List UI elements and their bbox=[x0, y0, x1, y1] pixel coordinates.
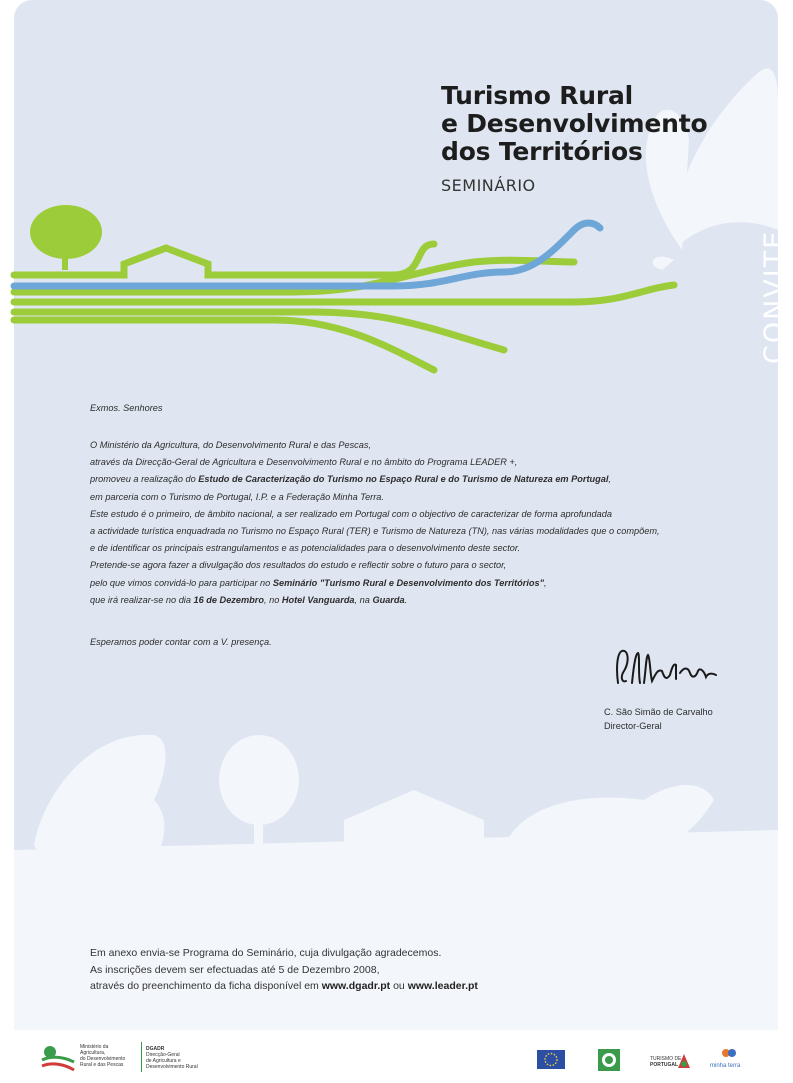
letter-greeting: Exmos. Senhores bbox=[90, 403, 163, 413]
letter-body bbox=[90, 437, 690, 609]
letter-line: Pretende-se agora fazer a divulgação dos resultados do estudo e reflectir sobre o futuro para o sector, bbox=[90, 560, 507, 571]
house-silhouette-icon bbox=[344, 790, 484, 850]
butterfly-bottom-icon bbox=[34, 735, 166, 890]
letter-closing: Esperamos poder contar com a V. presença. bbox=[90, 637, 272, 647]
letter-line: através da Direcção-Geral de Agricultura e Desenvolvimento Rural e no âmbito do Programa LEADER +, bbox=[90, 457, 518, 468]
letter-line: a actividade turística enquadrada no Turismo no Espaço Rural (TER) e Turismo de Natureza (TN), nas várias modalidades que o compõem, bbox=[90, 526, 660, 537]
footer-line: As inscrições devem ser efectuadas até 5 de Dezembro 2008, bbox=[90, 963, 380, 976]
signatory-block bbox=[604, 705, 713, 733]
leader-link[interactable]: www.leader.pt bbox=[407, 980, 478, 992]
signatory-name: C. São Simão de Carvalho bbox=[604, 707, 713, 717]
registration-info bbox=[90, 945, 478, 995]
letter-line: em parceria com o Turismo de Portugal, I.P. e a Federação Minha Terra. bbox=[90, 491, 384, 502]
event-subtitle: SEMINÁRIO bbox=[441, 176, 536, 195]
letter-line: Este estudo é o primeiro, de âmbito nacional, a ser realizado em Portugal com o objectivo de caracterizar de forma aprofundada bbox=[90, 508, 612, 519]
leader-logo-icon bbox=[598, 1049, 620, 1071]
sponsor-logos-bar bbox=[0, 1034, 793, 1083]
minha-terra-logo: minha terra bbox=[710, 1063, 741, 1069]
title-line: dos Territórios bbox=[441, 137, 643, 166]
tree-icon bbox=[30, 205, 102, 270]
signatory-title: Director-Geral bbox=[604, 721, 662, 731]
event-title bbox=[441, 82, 707, 166]
letter-line: pelo que vimos convidá-lo para participar no Seminário "Turismo Rural e Desenvolvimento dos Territórios", bbox=[90, 577, 547, 588]
green-road-lines bbox=[14, 244, 674, 370]
ministry-name: Ministério da Agricultura, do Desenvolvimento Rural e das Pescas bbox=[80, 1044, 126, 1068]
letter-line: O Ministério da Agricultura, do Desenvolvimento Rural e das Pescas, bbox=[90, 440, 372, 450]
handwritten-signature bbox=[612, 643, 722, 693]
dgadr-link[interactable]: www.dgadr.pt bbox=[321, 980, 391, 992]
footer-line: Em anexo envia-se Programa do Seminário, cuja divulgação agradecemos. bbox=[90, 947, 442, 959]
letter-line: que irá realizar-se no dia 16 de Dezembro, no Hotel Vanguarda, na Guarda. bbox=[90, 594, 408, 605]
invitation-card bbox=[14, 0, 790, 1030]
logo-divider bbox=[141, 1042, 142, 1072]
eu-flag-icon bbox=[537, 1050, 565, 1069]
letter-line: e de identificar os principais estrangulamentos e as potencialidades para o desenvolvimento deste sector. bbox=[90, 543, 521, 554]
dgadr-logo: DGADR Direcção-Geral de Agricultura e Desenvolvimento Rural bbox=[146, 1046, 198, 1070]
title-line: Turismo Rural bbox=[441, 81, 634, 110]
footer-line: através do preenchimento da ficha disponível em www.dgadr.pt ou www.leader.pt bbox=[90, 980, 478, 992]
minha-terra-icon bbox=[720, 1046, 738, 1060]
letter-line: promoveu a realização do Estudo de Caracterização do Turismo no Espaço Rural e do Turismo de Natureza em Portugal, bbox=[90, 474, 611, 485]
turismo-portugal-icon bbox=[676, 1052, 692, 1070]
turismo-portugal-logo: TURISMO DE PORTUGAL bbox=[650, 1056, 682, 1068]
vertical-invite-label: CONVITE bbox=[759, 229, 790, 364]
title-line: e Desenvolvimento bbox=[441, 109, 708, 138]
ministry-emblem-icon bbox=[40, 1042, 76, 1076]
